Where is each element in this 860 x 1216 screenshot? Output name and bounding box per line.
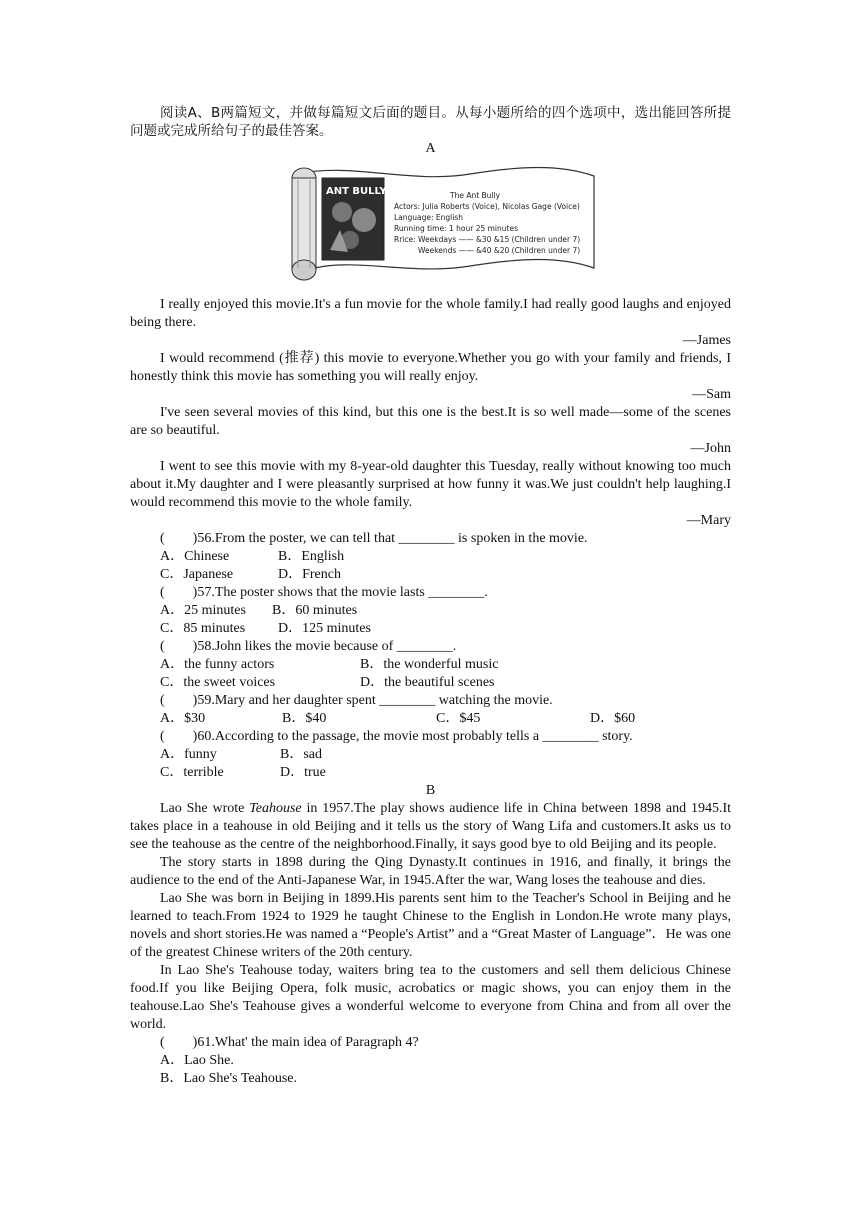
document-body (130, 104, 731, 1088)
paragraph-1-body: in 1957.The play shows audience life in China between 1898 and 1945.It takes place in a teahouse in old Beijing and it tells us the story of Wang Lifa and customers.It asks us to see the teahouse as the centre of the neighborhood.Finally, it says good bye to old Beijing and its people. (130, 801, 731, 852)
question-58: ( )58.John likes the movie because of ________. (160, 639, 457, 654)
poster-logo: ANT BULLY (326, 186, 387, 197)
option-d: D．the beautiful scenes (360, 675, 495, 690)
section-a-heading: A (425, 141, 436, 156)
question-56: ( )56.From the poster, we can tell that ________ is spoken in the movie. (160, 531, 588, 546)
option-d: D．125 minutes (278, 621, 371, 636)
instructions: 阅读A、B两篇短文，并做每篇短文后面的题目。从每小题所给的四个选项中，选出能回答所提问题或完成所给句子的最佳答案。 (130, 105, 731, 139)
poster-price-weekdays: Rrice: Weekdays —— &30 &15 (Children under 7) (394, 235, 581, 244)
question-57: ( )57.The poster shows that the movie lasts ________. (160, 585, 488, 600)
option-a: A．the funny actors (160, 657, 275, 672)
question-61: ( )61.What' the main idea of Paragraph 4? (160, 1035, 419, 1050)
review-author-john: —John (690, 441, 731, 456)
poster-price-weekends: Weekends —— &40 &20 (Children under 7) (418, 246, 581, 255)
movie-poster (130, 160, 731, 290)
passage-b-paragraph-2: The story starts in 1898 during the Qing Dynasty.It continues in 1916, and finally, it brings the audience to the end of the Anti-Japanese War, in 1945.After the war, Wang loses the teahouse and dies. (130, 855, 731, 888)
poster-actors: Actors: Julia Roberts (Voice), Nicolas Gage (Voice) (394, 202, 580, 211)
option-b: B．Lao She's Teahouse. (160, 1071, 297, 1086)
option-a: A．funny (160, 747, 217, 762)
question-59: ( )59.Mary and her daughter spent ________ watching the movie. (160, 693, 553, 708)
review-john: I've seen several movies of this kind, but this one is the best.It is so well made—some of the scenes are so beautiful. (130, 405, 731, 438)
option-c: C．$45 (436, 711, 481, 726)
question-57-options-row1 (130, 602, 731, 620)
review-james: I really enjoyed this movie.It's a fun movie for the whole family.I had really good laughs and enjoyed being there. (130, 297, 731, 330)
poster-running-time: Running time: 1 hour 25 minutes (394, 224, 518, 233)
review-author-james: —James (682, 333, 731, 348)
option-a: A．25 minutes (160, 603, 246, 618)
option-a: A．$30 (160, 711, 206, 726)
question-56-options-row2 (130, 566, 731, 584)
section-b-heading: B (425, 783, 436, 798)
option-b: B．60 minutes (272, 603, 358, 618)
option-b: B．$40 (282, 711, 327, 726)
question-60-options-row1 (130, 746, 731, 764)
question-60: ( )60.According to the passage, the movie most probably tells a ________ story. (160, 729, 633, 744)
option-a: A．Chinese (160, 549, 230, 564)
poster-title: The Ant Bully (450, 191, 501, 200)
question-58-options-row1 (130, 656, 731, 674)
option-d: D．$60 (590, 711, 636, 726)
question-58-options-row2 (130, 674, 731, 692)
question-57-options-row2 (130, 620, 731, 638)
review-author-mary: —Mary (686, 513, 731, 528)
question-61-option-b-row (130, 1070, 731, 1088)
passage-b-paragraph-4: In Lao She's Teahouse today, waiters bring tea to the customers and sell them delicious Chinese food.If you like Beijing Opera, folk music, acrobatics or magic shows, you can enjoy them in the teahouse.Lao She's Teahouse gives a wonderful welcome to everyone from China and from all over the world. (130, 963, 731, 1032)
poster-language: Language: English (394, 213, 464, 222)
passage-b-paragraph-3: Lao She was born in Beijing in 1899.His parents sent him to the Teacher's School in Beijing and he learned to teach.From 1924 to 1929 he taught Chinese to the English in London.He wrote many plays, novels and short stories.He was named a “People's Artist” and a “Great Master of Language”．He was one of the greatest Chinese writers of the 20th century. (130, 891, 731, 960)
option-b: B．sad (280, 747, 322, 762)
option-c: C．terrible (160, 765, 224, 780)
option-d: D．French (278, 567, 341, 582)
question-56-options-row1 (130, 548, 731, 566)
option-d: D．true (280, 765, 326, 780)
poster-scroll-image (290, 160, 596, 286)
option-c: C．Japanese (160, 567, 234, 582)
review-sam: I would recommend (推荐) this movie to everyone.Whether you go with your family and friends, I honestly think this movie has something you will really enjoy. (130, 351, 731, 384)
option-b: B．English (278, 549, 345, 564)
paragraph-1-lead: Lao She wrote (160, 801, 250, 816)
question-60-options-row2 (130, 764, 731, 782)
play-title: Teahouse (249, 801, 302, 816)
option-a: A．Lao She. (160, 1053, 234, 1068)
option-c: C．85 minutes (160, 621, 246, 636)
review-mary: I went to see this movie with my 8-year-old daughter this Tuesday, really without knowing too much about it.My daughter and I were pleasantly surprised at how funny it was.We just couldn't help laughing.I would recommend this movie to the whole family. (130, 459, 731, 510)
review-author-sam: —Sam (692, 387, 731, 402)
question-61-option-a-row (130, 1052, 731, 1070)
option-c: C．the sweet voices (160, 675, 276, 690)
passage-b-paragraph-1 (130, 800, 731, 854)
option-b: B．the wonderful music (360, 657, 499, 672)
question-59-options (130, 710, 731, 728)
